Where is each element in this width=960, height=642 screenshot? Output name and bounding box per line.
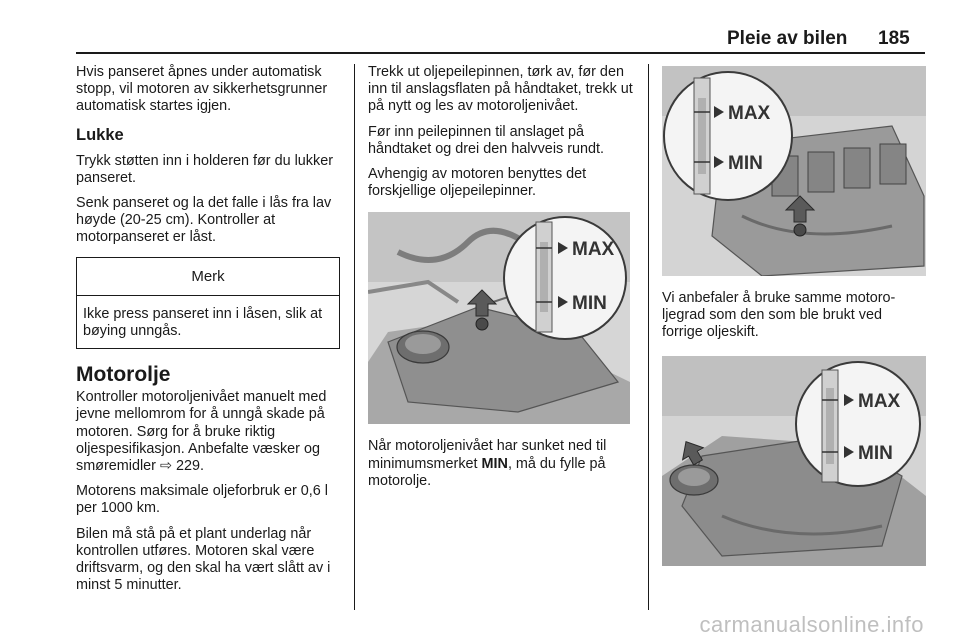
paragraph-text: Kontroller motoroljenivået manuelt med jevne mellomrom for å unngå skade på motoren. Sørg for å bruke riktig oljespesifikasjon. Anbefalte væsker og smøremidler (76, 389, 327, 475)
paragraph: Avhengig av motoren benyttes det forskjellige oljepeilepinner. (368, 166, 587, 200)
column-right (662, 64, 926, 566)
paragraph: Trekk ut oljepeilepinnen, tørk av, før den inn til anslagsflaten på håndtaket, trekk ut på nytt og les av motoroljenivået. (368, 64, 633, 115)
page-number: 185 (878, 28, 910, 49)
page-reference-link[interactable]: 229. (176, 458, 205, 475)
heading-motorolje: Motorolje (76, 363, 171, 387)
reference-arrow-icon: ⇨ (159, 458, 173, 475)
max-label: MAX (728, 103, 771, 124)
paragraph: Bilen må stå på et plant underlag når kontrollen utføres. Motoren skal være driftsvarm, og den skal ha vært slått av i minst 5 minutter. (76, 525, 331, 594)
min-label: MIN (858, 442, 893, 464)
paragraph-text: , må du fylle på motorolje. (368, 455, 606, 489)
header-rule (76, 52, 925, 54)
paragraph: Motorens maksimale oljeforbruk er 0,6 l per 1000 km. (76, 483, 328, 517)
note-body: Ikke press panseret inn i låsen, slik at bøying unngås. (83, 305, 323, 340)
max-label: MAX (858, 390, 901, 412)
max-label: MAX (572, 239, 615, 261)
heading-lukke: Lukke (76, 125, 124, 144)
column-divider (354, 64, 355, 610)
paragraph (368, 438, 634, 490)
min-label: MIN (728, 153, 763, 174)
engine-dipstick-illustration (368, 212, 630, 424)
engine-dipstick-illustration (662, 66, 926, 276)
paragraph: Vi anbefaler å bruke samme motoroljegrad som den som ble brukt ved forrige oljeskift. (662, 290, 896, 341)
engine-dipstick-illustration (662, 356, 926, 566)
min-mark-term: MIN (481, 455, 508, 472)
column-divider (648, 64, 649, 610)
column-middle (368, 64, 634, 498)
column-left (76, 64, 340, 602)
header-title: Pleie av bilen (727, 28, 848, 49)
min-label: MIN (572, 293, 607, 315)
intro-paragraph: Hvis panseret åpnes under automatisk stopp, vil motoren av sikkerhetsgrunner automatisk startes igjen. (76, 64, 328, 115)
paragraph (76, 389, 340, 475)
note-title: Merk (77, 258, 339, 296)
note-box (76, 257, 340, 350)
paragraph-text: Når motoroljenivået har sunket ned til minimumsmerket (368, 438, 607, 472)
watermark: carmanualsonline.info (699, 612, 924, 637)
paragraph: Trykk støtten inn i holderen før du lukker panseret. (76, 152, 333, 186)
paragraph: Senk panseret og la det falle i lås fra lav høyde (20-25 cm). Kontroller at motorpanseret er låst. (76, 195, 332, 246)
paragraph: Før inn peilepinnen til anslaget på håndtaket og drei den halvveis rundt. (368, 123, 605, 157)
